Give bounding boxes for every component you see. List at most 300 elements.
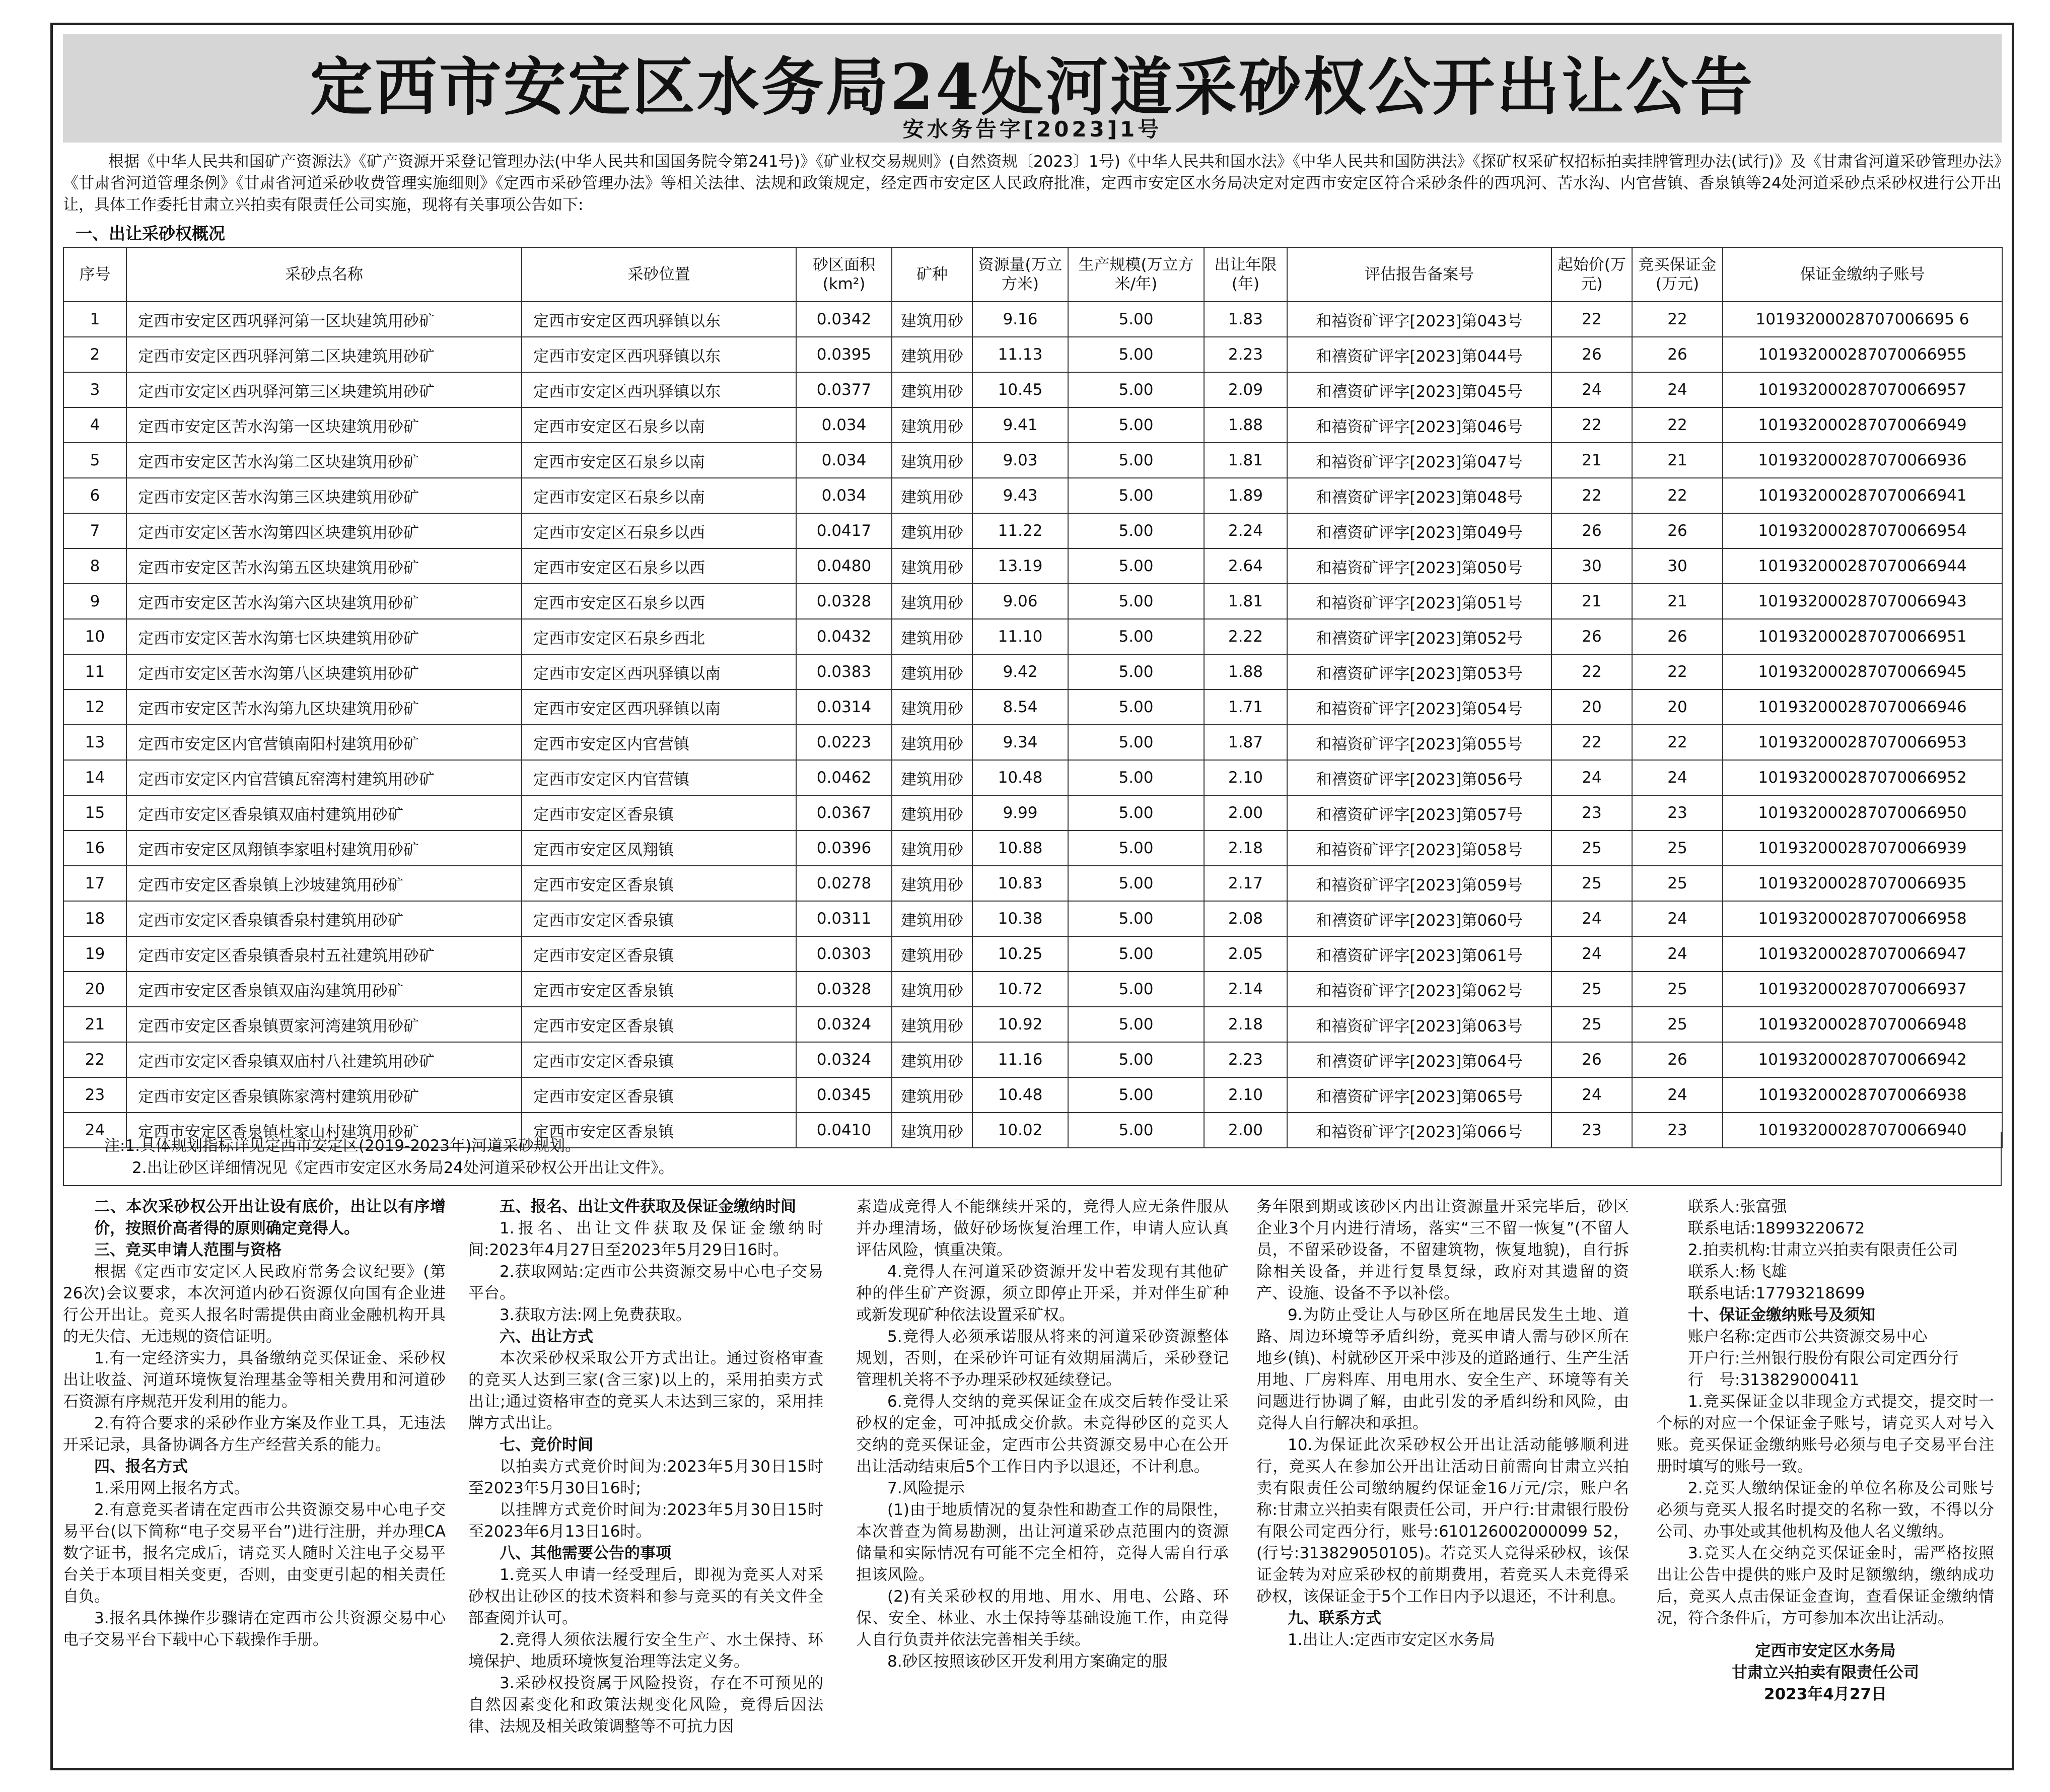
table-cell: 0.034 (796, 443, 892, 478)
table-cell: 20 (1551, 690, 1632, 725)
table-cell: 和禧资矿评字[2023]第061号 (1287, 936, 1551, 972)
table-cell: 0.0417 (796, 513, 892, 548)
table-cell: 24 (1632, 372, 1723, 407)
table-cell: 和禧资矿评字[2023]第064号 (1287, 1042, 1551, 1077)
table-cell: 8.54 (972, 690, 1068, 725)
table-cell: 建筑用砂 (892, 1077, 972, 1113)
table-cell: 0.034 (796, 478, 892, 513)
table-cell: 22 (1632, 654, 1723, 690)
note-1: 注:1.具体规划指标详见定西市安定区(2019-2023年)河道采砂规划。 (104, 1137, 581, 1155)
table-cell: 0.0395 (796, 337, 892, 372)
table-cell: 26 (1551, 619, 1632, 654)
table-cell: 101932000287070066955 (1723, 337, 2002, 372)
table-cell: 定西市安定区石泉乡以西 (522, 584, 796, 619)
table-cell: 13.19 (972, 548, 1068, 584)
table-cell: 5.00 (1068, 337, 1204, 372)
table-cell: 9.41 (972, 407, 1068, 443)
table-cell: 5 (63, 443, 126, 478)
table-cell: 21 (63, 1007, 126, 1042)
table-cell: 22 (1551, 302, 1632, 337)
table-row (63, 654, 2002, 690)
table-cell: 0.0345 (796, 1077, 892, 1113)
paragraph: 以拍卖方式竞价时间为:2023年5月30日15时至2023年5月30日16时; (468, 1458, 823, 1497)
paragraph: 3.采砂权投资属于风险投资，存在不可预见的自然因素变化和政策法规变化风险，竞得后因法律、法规及相关政策调整等不可抗力因 (468, 1674, 823, 1736)
paragraph: 1.竞买人申请一经受理后，即视为竞买人对采砂权出让砂区的技术资料和参与竞买的有关文件全部查阅并认可。 (468, 1566, 823, 1627)
paragraph: 8.砂区按照该砂区开发利用方案确定的服 (887, 1652, 1168, 1671)
table-cell: 5.00 (1068, 866, 1204, 901)
table-cell: 24 (1551, 1077, 1632, 1113)
table-cell: 定西市安定区香泉镇 (522, 1113, 796, 1148)
table-cell: 22 (1551, 725, 1632, 760)
table-cell: 23 (1551, 1113, 1632, 1148)
table-cell: 建筑用砂 (892, 478, 972, 513)
table-cell: 定西市安定区石泉乡以南 (522, 443, 796, 478)
table-cell: 101932000287070066948 (1723, 1007, 2002, 1042)
table-cell: 101932000287070066942 (1723, 1042, 2002, 1077)
section-9-title: 九、联系方式 (1288, 1609, 1381, 1627)
table-cell: 101932000287070066953 (1723, 725, 2002, 760)
table-cell: 定西市安定区香泉镇 (522, 972, 796, 1007)
table-cell: 5.00 (1068, 1113, 1204, 1148)
table-cell: 0.0324 (796, 1007, 892, 1042)
table-cell: 30 (1632, 548, 1723, 584)
table-cell: 定西市安定区香泉镇香泉村建筑用砂矿 (126, 901, 522, 936)
table-cell: 25 (1551, 1007, 1632, 1042)
header-cell: 生产规模(万立方米/年) (1068, 247, 1204, 302)
table-cell: 24 (1551, 372, 1632, 407)
table-cell: 和禧资矿评字[2023]第053号 (1287, 654, 1551, 690)
table-cell: 和禧资矿评字[2023]第056号 (1287, 760, 1551, 795)
table-cell: 1.88 (1204, 654, 1287, 690)
table-cell: 24 (1632, 901, 1723, 936)
paragraph: (1)由于地质情况的复杂性和勘查工作的局限性，本次普查为简易勘测，出让河道采砂点范围内的资源储量和实际情况有可能不完全相符，竞得人需自行承担该风险。 (856, 1501, 1229, 1584)
table-cell: 26 (1632, 337, 1723, 372)
table-cell: 14 (63, 760, 126, 795)
table-cell: 101932000287070066949 (1723, 407, 2002, 443)
section-10-title: 十、保证金缴纳账号及须知 (1688, 1306, 1875, 1324)
table-cell: 10.48 (972, 760, 1068, 795)
table-cell: 0.0303 (796, 936, 892, 972)
header-cell: 砂区面积(km²) (796, 247, 892, 302)
table-header-row (63, 247, 2002, 302)
table-row (63, 866, 2002, 901)
paragraph: 3.获取方法:网上免费获取。 (500, 1306, 692, 1324)
table-cell: 0.0410 (796, 1113, 892, 1148)
table-cell: 0.0342 (796, 302, 892, 337)
table-row (63, 372, 2002, 407)
page-title: 定西市安定区水务局24处河道采砂权公开出让公告 (310, 51, 1755, 124)
paragraph: 7.风险提示 (887, 1479, 965, 1497)
table-cell: 和禧资矿评字[2023]第045号 (1287, 372, 1551, 407)
table-cell: 定西市安定区苦水沟第七区块建筑用砂矿 (126, 619, 522, 654)
table-cell: 1.81 (1204, 584, 1287, 619)
table-cell: 2.24 (1204, 513, 1287, 548)
table-cell: 5.00 (1068, 654, 1204, 690)
table-cell: 定西市安定区石泉乡以南 (522, 478, 796, 513)
table-cell: 建筑用砂 (892, 795, 972, 831)
table-cell: 定西市安定区西巩驿镇以南 (522, 654, 796, 690)
table-cell: 和禧资矿评字[2023]第044号 (1287, 337, 1551, 372)
table-cell: 定西市安定区香泉镇 (522, 795, 796, 831)
title-banner (63, 34, 2002, 143)
table-cell: 和禧资矿评字[2023]第058号 (1287, 831, 1551, 866)
table-cell: 定西市安定区内官营镇 (522, 760, 796, 795)
table-cell: 10.38 (972, 901, 1068, 936)
table-cell: 22 (1551, 407, 1632, 443)
paragraph: 务年限到期或该砂区内出让资源量开采完毕后，砂区企业3个月内进行清场，落实“三不留一恢复”(不留人员，不留采砂设备，不留建筑物，恢复地貌)，自行拆除相关设备，并进行复垦复绿，政府对其遗留的资产、设施、设备不予以补偿。 (1256, 1198, 1629, 1302)
table-cell: 定西市安定区苦水沟第一区块建筑用砂矿 (126, 407, 522, 443)
table-cell: 定西市安定区香泉镇双庙村建筑用砂矿 (126, 795, 522, 831)
account-line: 账户名称:定西市公共资源交易中心 (1688, 1328, 1928, 1346)
header-cell: 评估报告备案号 (1287, 247, 1551, 302)
paragraph: 1.出让人:定西市安定区水务局 (1288, 1631, 1496, 1649)
table-cell: 24 (1632, 1077, 1723, 1113)
table-cell: 定西市安定区西巩驿河第三区块建筑用砂矿 (126, 372, 522, 407)
header-cell: 起始价(万元) (1551, 247, 1632, 302)
table-cell: 定西市安定区石泉乡以西 (522, 513, 796, 548)
table-cell: 25 (1551, 972, 1632, 1007)
table-cell: 101932000287070066937 (1723, 972, 2002, 1007)
table-cell: 1.81 (1204, 443, 1287, 478)
table-row (63, 584, 2002, 619)
table-cell: 101932000287070066935 (1723, 866, 2002, 901)
table-cell: 25 (1632, 866, 1723, 901)
table-cell: 定西市安定区西巩驿镇以东 (522, 302, 796, 337)
table-cell: 16 (63, 831, 126, 866)
table-cell: 2.14 (1204, 972, 1287, 1007)
contact-line: 联系人:杨飞雄 (1688, 1263, 1787, 1281)
paragraph: 9.为防止受让人与砂区所在地居民发生土地、道路、周边环境等矛盾纠纷，竞买申请人需与砂区所在地乡(镇)、村就砂区开采中涉及的道路通行、生产生活用地、厂房料库、用电用水、安全生产、环境等有关问题进行协调了解，由此引发的矛盾纠纷和风险，由竞得人自行解决和承担。 (1256, 1306, 1629, 1432)
table-cell: 24 (1551, 760, 1632, 795)
table-cell: 建筑用砂 (892, 901, 972, 936)
table-cell: 101932000287070066958 (1723, 901, 2002, 936)
table-notes (63, 1132, 2002, 1186)
table-cell: 5.00 (1068, 795, 1204, 831)
table-row (63, 690, 2002, 725)
table-cell: 定西市安定区西巩驿镇以东 (522, 337, 796, 372)
table-cell: 17 (63, 866, 126, 901)
table-cell: 和禧资矿评字[2023]第051号 (1287, 584, 1551, 619)
table-cell: 定西市安定区香泉镇 (522, 1007, 796, 1042)
table-cell: 定西市安定区香泉镇香泉村五社建筑用砂矿 (126, 936, 522, 972)
table-cell: 定西市安定区内官营镇南阳村建筑用砂矿 (126, 725, 522, 760)
table-cell: 9.34 (972, 725, 1068, 760)
column-4 (1256, 1196, 1629, 1651)
header-cell: 采砂点名称 (126, 247, 522, 302)
paragraph: 1.报名、出让文件获取及保证金缴纳时间:2023年4月27日至2023年5月29日16时。 (468, 1219, 823, 1259)
table-cell: 22 (1632, 478, 1723, 513)
table-cell: 定西市安定区石泉乡以南 (522, 407, 796, 443)
table-cell: 11.16 (972, 1042, 1068, 1077)
table-row (63, 725, 2002, 760)
table-cell: 定西市安定区石泉乡西北 (522, 619, 796, 654)
table-row (63, 407, 2002, 443)
table-cell: 26 (1632, 619, 1723, 654)
table-cell: 5.00 (1068, 760, 1204, 795)
paragraph: 4.竞得人在河道采砂资源开发中若发现有其他矿种的伴生矿产资源，须立即停止开采，并对伴生矿种或新发现矿种依法设置采矿权。 (856, 1263, 1229, 1324)
paragraph: 2.竞得人须依法履行安全生产、水土保持、环境保护、地质环境恢复治理等法定义务。 (468, 1631, 823, 1671)
table-cell: 5.00 (1068, 901, 1204, 936)
table-cell: 建筑用砂 (892, 654, 972, 690)
table-cell: 2.09 (1204, 372, 1287, 407)
header-cell: 竞买保证金(万元) (1632, 247, 1723, 302)
paragraph: 2.获取网站:定西市公共资源交易中心电子交易平台。 (468, 1263, 823, 1302)
table-cell: 5.00 (1068, 372, 1204, 407)
table-cell: 22 (1632, 302, 1723, 337)
table-cell: 10.45 (972, 372, 1068, 407)
table-cell: 11.10 (972, 619, 1068, 654)
table-cell: 101932000287070066952 (1723, 760, 2002, 795)
table-cell: 1.71 (1204, 690, 1287, 725)
table-cell: 24 (1551, 901, 1632, 936)
table-cell: 定西市安定区苦水沟第四区块建筑用砂矿 (126, 513, 522, 548)
table-cell: 24 (63, 1113, 126, 1148)
table-cell: 和禧资矿评字[2023]第060号 (1287, 901, 1551, 936)
table-cell: 建筑用砂 (892, 548, 972, 584)
table-cell: 建筑用砂 (892, 760, 972, 795)
table-cell: 26 (1632, 513, 1723, 548)
table-cell: 建筑用砂 (892, 513, 972, 548)
table-cell: 和禧资矿评字[2023]第046号 (1287, 407, 1551, 443)
table-cell: 建筑用砂 (892, 619, 972, 654)
table-cell: 22 (1632, 725, 1723, 760)
signature-date: 2023年4月27日 (1764, 1685, 1887, 1703)
table-cell: 建筑用砂 (892, 690, 972, 725)
table-cell: 定西市安定区香泉镇 (522, 866, 796, 901)
header-cell: 资源量(万立方米) (972, 247, 1068, 302)
table-cell: 101932000287070066939 (1723, 831, 2002, 866)
table-row (63, 936, 2002, 972)
table-cell: 10.02 (972, 1113, 1068, 1148)
table-cell: 15 (63, 795, 126, 831)
paragraph: 2.有符合要求的采砂作业方案及作业工具，无违法开采记录，具备协调各方生产经营关系的能力。 (63, 1414, 446, 1454)
table-cell: 25 (1551, 866, 1632, 901)
table-cell: 10.83 (972, 866, 1068, 901)
header-cell: 序号 (63, 247, 126, 302)
table-cell: 建筑用砂 (892, 372, 972, 407)
table-cell: 21 (1551, 584, 1632, 619)
paragraph: 1.有一定经济实力，具备缴纳竞买保证金、采砂权出让收益、河道环境恢复治理基金等相关费用和河道砂石资源有序规范开发利用的能力。 (63, 1349, 446, 1411)
table-cell: 0.0328 (796, 584, 892, 619)
column-3 (856, 1196, 1229, 1673)
section-7-title: 七、竞价时间 (500, 1436, 593, 1454)
table-cell: 定西市安定区香泉镇陈家湾村建筑用砂矿 (126, 1077, 522, 1113)
table-cell: 5.00 (1068, 478, 1204, 513)
table-cell: 9.16 (972, 302, 1068, 337)
table-cell: 2.10 (1204, 760, 1287, 795)
table-cell: 定西市安定区香泉镇上沙坡建筑用砂矿 (126, 866, 522, 901)
table-cell: 24 (1551, 936, 1632, 972)
table-cell: 5.00 (1068, 407, 1204, 443)
table-cell: 101932000287070066954 (1723, 513, 2002, 548)
table-cell: 10 (63, 619, 126, 654)
table-cell: 5.00 (1068, 690, 1204, 725)
table-cell: 定西市安定区香泉镇 (522, 901, 796, 936)
table-cell: 定西市安定区凤翔镇 (522, 831, 796, 866)
table-cell: 定西市安定区石泉乡以西 (522, 548, 796, 584)
table-cell: 101932000287070066940 (1723, 1113, 2002, 1148)
table-cell: 23 (63, 1077, 126, 1113)
table-cell: 9.06 (972, 584, 1068, 619)
table-cell: 定西市安定区西巩驿河第一区块建筑用砂矿 (126, 302, 522, 337)
table-cell: 0.0377 (796, 372, 892, 407)
intro-paragraph: 根据《中华人民共和国矿产资源法》《矿产资源开采登记管理办法(中华人民共和国国务院令第241号)》《矿业权交易规则》(自然资规〔2023〕1号)《中华人民共和国水法》《中华人民共和国防洪法》《探矿权采矿权招标拍卖挂牌管理办法(试行)》及《甘肃省河道采砂管理办法》《甘肃省河道管理条例》《甘肃省河道采砂收费管理实施细则》《定西市采砂管理办法》等相关法律、法规和政策规定，经定西市安定区人民政府批准，定西市安定区水务局决定对定西市安定区符合采砂条件的西巩河、苦水沟、内官营镇、香泉镇等24处河道采砂点采砂权进行公开出让，具体工作委托甘肃立兴拍卖有限责任公司实施，现将有关事项公告如下: (63, 153, 2002, 214)
table-cell: 5.00 (1068, 1042, 1204, 1077)
table-cell: 定西市安定区内官营镇 (522, 725, 796, 760)
table-cell: 定西市安定区香泉镇双庙村八社建筑用砂矿 (126, 1042, 522, 1077)
table-cell: 和禧资矿评字[2023]第049号 (1287, 513, 1551, 548)
table-cell: 101932000287070066943 (1723, 584, 2002, 619)
table-cell: 19 (63, 936, 126, 972)
table-cell: 定西市安定区香泉镇双庙沟建筑用砂矿 (126, 972, 522, 1007)
table-cell: 定西市安定区西巩驿镇以南 (522, 690, 796, 725)
table-cell: 2.10 (1204, 1077, 1287, 1113)
table-row (63, 1077, 2002, 1113)
table-cell: 定西市安定区内官营镇瓦窑湾村建筑用砂矿 (126, 760, 522, 795)
table-cell: 26 (1632, 1042, 1723, 1077)
paragraph: 3.报名具体操作步骤请在定西市公共资源交易中心电子交易平台下载中心下载操作手册。 (63, 1609, 446, 1649)
table-cell: 11 (63, 654, 126, 690)
table-cell: 2.08 (1204, 901, 1287, 936)
table-row (63, 795, 2002, 831)
table-cell: 建筑用砂 (892, 866, 972, 901)
table-cell: 定西市安定区香泉镇贾家河湾建筑用砂矿 (126, 1007, 522, 1042)
table-body (63, 302, 2002, 1148)
table-cell: 0.0480 (796, 548, 892, 584)
table-row (63, 901, 2002, 936)
table-cell: 2 (63, 337, 126, 372)
table-cell: 101932000287070066944 (1723, 548, 2002, 584)
paragraph: (2)有关采砂权的用地、用水、用电、公路、环保、安全、林业、水土保持等基础设施工作，由竞得人自行负责并依法完善相关手续。 (856, 1588, 1229, 1649)
contact-line: 联系人:张富强 (1688, 1198, 1787, 1216)
table-cell: 和禧资矿评字[2023]第050号 (1287, 548, 1551, 584)
table-cell: 4 (63, 407, 126, 443)
table-cell: 101932000287070066947 (1723, 936, 2002, 972)
table-cell: 和禧资矿评字[2023]第059号 (1287, 866, 1551, 901)
table-cell: 26 (1551, 337, 1632, 372)
table-cell: 2.17 (1204, 866, 1287, 901)
table-cell: 定西市安定区凤翔镇李家咀村建筑用砂矿 (126, 831, 522, 866)
paragraph: 3.竞买人在交纳竞买保证金时，需严格按照出让公告中提供的账户及时足额缴纳，缴纳成功后，竞买人点击保证金查询，查看保证金缴纳情况，符合条件后，方可参加本次出让活动。 (1657, 1544, 1994, 1627)
table-cell: 和禧资矿评字[2023]第048号 (1287, 478, 1551, 513)
paragraph: 本次采砂权采取公开方式出让。通过资格审查的竞买人达到三家(含三家)以上的，采用拍卖方式出让;通过资格审查的竞买人未达到三家的，采用挂牌方式出让。 (468, 1349, 823, 1432)
table-cell: 5.00 (1068, 584, 1204, 619)
table-cell: 和禧资矿评字[2023]第063号 (1287, 1007, 1551, 1042)
table-cell: 5.00 (1068, 1077, 1204, 1113)
header-cell: 采砂位置 (522, 247, 796, 302)
table-row (63, 760, 2002, 795)
contact-line: 联系电话:18993220672 (1688, 1219, 1865, 1237)
table-cell: 建筑用砂 (892, 1007, 972, 1042)
table-cell: 101932000287070066945 (1723, 654, 2002, 690)
table-cell: 1.89 (1204, 478, 1287, 513)
document-number: 安水务告字[2023]1号 (902, 117, 1162, 142)
table-cell: 定西市安定区香泉镇杜家山村建筑用砂矿 (126, 1113, 522, 1148)
section-2-title: 二、本次采砂权公开出让设有底价，出让以有序增价，按照价高者得的原则确定竞得人。 (94, 1198, 446, 1237)
table-cell: 25 (1632, 831, 1723, 866)
table-row (63, 302, 2002, 337)
table-cell: 和禧资矿评字[2023]第052号 (1287, 619, 1551, 654)
column-1 (63, 1196, 446, 1651)
column-5 (1657, 1196, 1994, 1705)
table-cell: 2.64 (1204, 548, 1287, 584)
table-cell: 0.0314 (796, 690, 892, 725)
table-cell: 建筑用砂 (892, 443, 972, 478)
table-cell: 0.0278 (796, 866, 892, 901)
table-cell: 10.48 (972, 1077, 1068, 1113)
table-cell: 和禧资矿评字[2023]第057号 (1287, 795, 1551, 831)
table-cell: 0.0396 (796, 831, 892, 866)
table-cell: 建筑用砂 (892, 337, 972, 372)
table-cell: 2.23 (1204, 1042, 1287, 1077)
table-cell: 和禧资矿评字[2023]第054号 (1287, 690, 1551, 725)
table-cell: 101932000287070066938 (1723, 1077, 2002, 1113)
table-cell: 26 (1551, 1042, 1632, 1077)
table-cell: 22 (1632, 407, 1723, 443)
table-cell: 5.00 (1068, 443, 1204, 478)
note-2: 2.出让砂区详细情况见《定西市安定区水务局24处河道采砂权公开出让文件》。 (132, 1159, 674, 1177)
table-row (63, 1007, 2002, 1042)
table-row (63, 548, 2002, 584)
table-cell: 5.00 (1068, 548, 1204, 584)
table-cell: 25 (1551, 831, 1632, 866)
table-row (63, 513, 2002, 548)
table-cell: 20 (63, 972, 126, 1007)
table-cell: 定西市安定区苦水沟第八区块建筑用砂矿 (126, 654, 522, 690)
paragraph: 2.竞买人缴纳保证金的单位名称及公司账号必须与竞买人报名时提交的名称一致，不得以分公司、办事处或其他机构及他人名义缴纳。 (1657, 1479, 1994, 1541)
table-cell: 26 (1551, 513, 1632, 548)
table-cell: 22 (63, 1042, 126, 1077)
table-cell: 0.0367 (796, 795, 892, 831)
table-cell: 0.0328 (796, 972, 892, 1007)
table-cell: 10.92 (972, 1007, 1068, 1042)
table-cell: 11.22 (972, 513, 1068, 548)
table-cell: 8 (63, 548, 126, 584)
table-cell: 建筑用砂 (892, 584, 972, 619)
section-1-title: 一、出让采砂权概况 (76, 224, 225, 243)
table-cell: 5.00 (1068, 1007, 1204, 1042)
table-cell: 和禧资矿评字[2023]第062号 (1287, 972, 1551, 1007)
table-cell: 定西市安定区香泉镇 (522, 1042, 796, 1077)
header-cell: 出让年限(年) (1204, 247, 1287, 302)
section-6-title: 六、出让方式 (500, 1328, 593, 1346)
table-cell: 23 (1551, 795, 1632, 831)
paragraph: 10.为保证此次采砂权公开出让活动能够顺利进行，竞买人在参加公开出让活动日前需向甘肃立兴拍卖有限责任公司缴纳履约保证金16万元/宗，账户名称:甘肃立兴拍卖有限责任公司，开户行:甘肃银行股份有限公司定西分行，账号:610126002000099 52，(行号:313829050105)。若竞买人竞得采砂权，该保证金转为对应采砂权的前期费用，若竞买人未竞得采砂权，该保证金于5个工作日内予以退还，不计利息。 (1256, 1436, 1629, 1606)
table-cell: 25 (1632, 972, 1723, 1007)
account-line: 行 号:313829000411 (1688, 1371, 1860, 1389)
table-cell: 1.83 (1204, 302, 1287, 337)
signature-auctioneer: 甘肃立兴拍卖有限责任公司 (1732, 1664, 1919, 1682)
table-cell: 101932000287070066946 (1723, 690, 2002, 725)
paragraph: 根据《定西市安定区人民政府常务会议纪要》(第26次)会议要求，本次河道内砂石资源仅向国有企业进行公开出让。竞买人报名时需提供由商业金融机构开具的无失信、无违规的资信证明。 (63, 1263, 446, 1346)
table-cell: 101932000287070066936 (1723, 443, 2002, 478)
table-cell: 5.00 (1068, 831, 1204, 866)
section-8-title: 八、其他需要公告的事项 (500, 1544, 671, 1562)
table-cell: 23 (1632, 795, 1723, 831)
paragraph: 6.竞得人交纳的竞买保证金在成交后转作受让采砂权的定金，可冲抵成交价款。未竞得砂区的竞买人交纳的竞买保证金，定西市公共资源交易中心在公开出让活动结束后5个工作日内予以退还，不计利息。 (856, 1393, 1229, 1476)
table-cell: 1.88 (1204, 407, 1287, 443)
table-cell: 和禧资矿评字[2023]第047号 (1287, 443, 1551, 478)
table-cell: 和禧资矿评字[2023]第055号 (1287, 725, 1551, 760)
paragraph: 1.采用网上报名方式。 (94, 1479, 250, 1497)
sand-mining-table (63, 247, 2003, 1148)
table-cell: 和禧资矿评字[2023]第043号 (1287, 302, 1551, 337)
table-cell: 9.03 (972, 443, 1068, 478)
table-cell: 7 (63, 513, 126, 548)
table-cell: 5.00 (1068, 725, 1204, 760)
table-cell: 2.18 (1204, 831, 1287, 866)
table-cell: 1 (63, 302, 126, 337)
